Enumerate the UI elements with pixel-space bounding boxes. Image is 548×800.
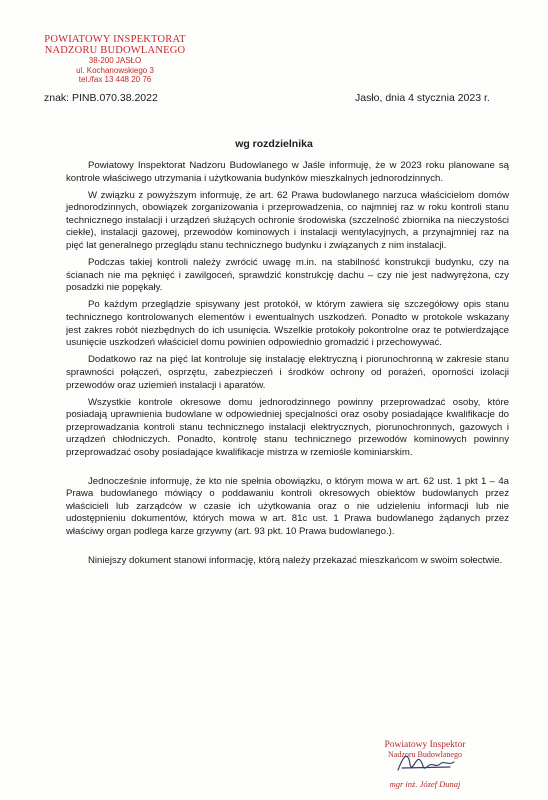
signatory-name: mgr inż. Józef Dunaj: [389, 779, 461, 789]
stamp-line-2: NADZORU BUDOWLANEGO: [44, 45, 186, 56]
stamp-line-5: tel./fax 13 448 20 76: [78, 75, 152, 84]
signature-stamp-line-2: Nadzoru Budowlanego: [388, 750, 462, 759]
paragraph: Po każdym przeglądzie spisywany jest protokół, w którym zawiera się szczegółowy opis stanu technicznego kontrolowanych elementów i ewentualnych uszkodzeń. Ponadto w protokole wskazany jest zakres robót niezbędnych do ich usunięcia. Wszelkie protokoły pokontrolne oraz te potwierdzające usunięcie uszkodzeń właściciel domu powinien odpowiednio gromadzić i przechowywać.: [66, 299, 509, 349]
signature-stamp: [360, 740, 490, 794]
paragraph: Podczas takiej kontroli należy zwrócić uwagę m.in. na stabilność konstrukcji budynku, czy na ścianach nie ma pęknięć i zawilgoceń, sprawdzić konstrukcję dachu – czy nie jest nadwyrężona, czy posadzki nie popękały.: [66, 257, 509, 294]
handwritten-signature: [394, 746, 464, 780]
reference-number: znak: PINB.070.38.2022: [44, 92, 158, 104]
stamp-line-4: ul. Kochanowskiego 3: [76, 65, 154, 75]
stamp-line-3: 38-200 JASŁO: [88, 56, 142, 65]
paragraph: Niniejszy dokument stanowi informację, którą należy przekazać mieszkańcom w swoim sołectwie.: [88, 554, 503, 566]
signature-stamp-line-1: Powiatowy Inspektor: [384, 740, 466, 750]
paragraph: W związku z powyższym informuję, że art. 62 Prawa budowlanego narzuca właścicielom domów jednorodzinnych, obowiązek zorganizowania i przeprowadzenia, co najmniej raz w roku kontroli stanu technicznego instalacji i urządzeń służących ochronie środowiska (szczelność zbiornika na nieczystości ciekłe), instalacji gazowej, przewodów kominowych i instalacji wentylacyjnych, a przynajmniej raz na pięć lat generalnego przeglądu stanu technicznego budynku i związanych z nim instalacji.: [66, 189, 509, 252]
distribution-heading: wg rozdzielnika: [235, 138, 313, 150]
paragraph: Jednocześnie informuję, że kto nie spełnia obowiązku, o którym mowa w art. 62 ust. 1 pkt 1 – 4a Prawa budowlanego mówiący o poddawaniu kontroli okresowych obiektów budowlanych przez właścicieli lub zarządców w czasie ich użytkowania oraz o nie udzieleniu informacji lub nie udostępnieniu dokumentów, których mowa w art. 81c ust. 1 Prawa budowlanego żądanych przez właściwy organ podlega karze grzywny (art. 93 pkt. 10 Prawa budowlanego.).: [66, 475, 509, 537]
letter-date: Jasło, dnia 4 stycznia 2023 r.: [355, 92, 490, 104]
paragraph: Powiatowy Inspektorat Nadzoru Budowlanego w Jaśle informuję, że w 2023 roku planowane są kontrole właściwego utrzymania i użytkowania budynków mieszkalnych jednorodzinnych.: [66, 160, 509, 184]
stamp-line-1: POWIATOWY INSPEKTORAT: [44, 34, 186, 45]
letter-body: [66, 160, 509, 572]
issuer-stamp: [30, 34, 200, 85]
paragraph: Wszystkie kontrole okresowe domu jednorodzinnego powinny przeprowadzać osoby, które posiadają uprawnienia budowlane w odpowiedniej specjalności oraz osoby posiadające kwalifikacje do przeprowadzania kontroli stanu technicznego instalacji elektrycznych, piorunochronnych, gazowych i urządzeń chłodniczych. Ponadto, kontrolę stanu technicznego przewodów kominowych powinny przeprowadzać osoby posiadające kwalifikacje mistrza w rzemiośle kominiarskim.: [66, 396, 509, 458]
paragraph: Dodatkowo raz na pięć lat kontroluje się instalację elektryczną i piorunochronną w zakresie stanu sprawności połączeń, osprzętu, zabezpieczeń i środków ochrony od porażeń, oporności izolacji przewodów oraz uziemień instalacji i aparatów.: [66, 354, 509, 391]
